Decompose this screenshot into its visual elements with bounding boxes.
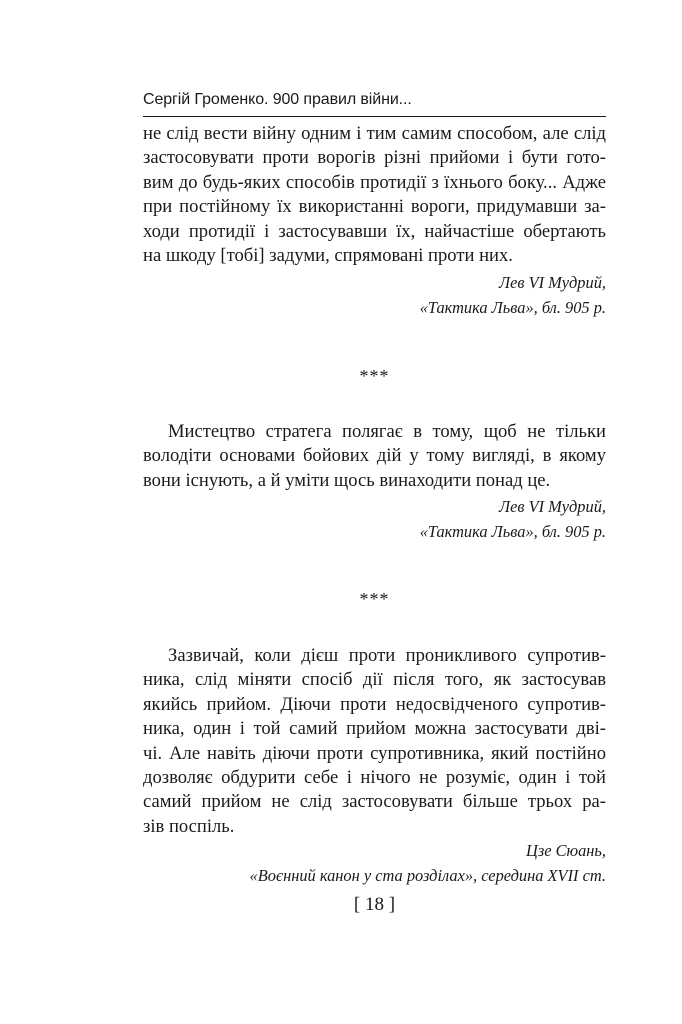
attribution-author: Цзе Сюань,: [526, 841, 606, 860]
attribution-author: Лев VI Мудрий,: [498, 273, 606, 292]
text-line: самий прийом не слід застосовувати більше трьох ра-: [143, 791, 606, 813]
section-separator: ***: [359, 366, 390, 386]
text-line: якийсь прийом. Діючи проти недосвідченого супротив-: [143, 693, 606, 715]
section-separator: ***: [359, 589, 390, 609]
attribution-source: «Воєнний канон у ста розділах», середина XVII ст.: [249, 866, 606, 885]
text-line: вим до будь-яких способів протидії з їхнього боку... Адже: [143, 171, 606, 193]
attribution-source: «Тактика Льва», бл. 905 р.: [419, 298, 606, 317]
page-number: [ 18 ]: [353, 894, 396, 915]
text-line: чі. Але навіть діючи проти супротивника, який постійно: [143, 742, 606, 764]
attribution-author: Лев VI Мудрий,: [498, 497, 606, 516]
header-rule: [143, 116, 606, 117]
text-line: при постійному їх використанні вороги, придумавши за-: [143, 196, 606, 218]
text-line: вони існують, а й уміти щось винаходити понад це.: [143, 469, 551, 491]
quote-1-text: [143, 122, 606, 268]
text-line: Зазвичай, коли дієш проти проникливого супротив-: [168, 645, 606, 666]
text-line: дозволяє обдурити себе і нічого не розуміє, один і той: [143, 766, 606, 788]
text-line: зів поспіль.: [143, 815, 235, 837]
text-line: володіти основами бойових дій у тому вигляді, в якому: [143, 445, 606, 467]
text-line: ника, один і той самий прийом можна застосувати дві-: [143, 718, 606, 740]
quote-3-text: [143, 644, 606, 839]
quote-2-attribution: [420, 494, 606, 544]
text-line: ходи протидії і застосувавши їх, найчастіше обертають: [143, 220, 606, 242]
text-line: ника, слід міняти спосіб дії після того, як застосував: [143, 669, 606, 691]
text-line: не слід вести війну одним і тим самим способом, але слід: [143, 123, 606, 144]
attribution-source: «Тактика Льва», бл. 905 р.: [419, 522, 606, 541]
running-header: Сергій Громенко. 900 правил війни...: [143, 91, 412, 108]
quote-3-attribution: [250, 838, 606, 888]
text-line: Мистецтво стратега полягає в тому, щоб не тільки: [168, 421, 606, 442]
text-line: на шкоду [тобі] задуми, спрямовані проти них.: [143, 244, 513, 266]
quote-1-attribution: [420, 270, 606, 320]
quote-2-text: [143, 420, 606, 493]
text-line: застосовувати проти ворогів різні прийоми і бути гото-: [143, 147, 606, 169]
